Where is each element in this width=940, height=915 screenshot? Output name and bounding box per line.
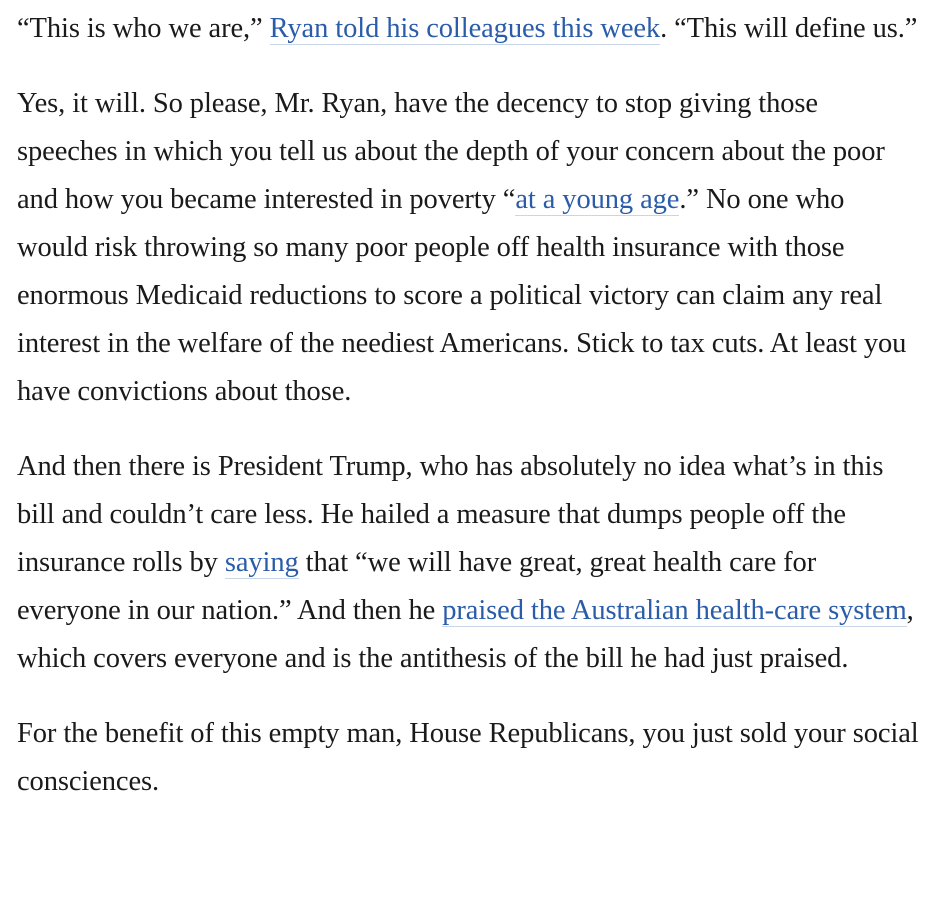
- text-segment: “This is who we are,”: [17, 13, 270, 44]
- article-body: [17, 5, 922, 833]
- text-segment: .” No one who would risk throwing so many poor people off health insurance with those enormous Medicaid reductions to score a political victory can claim any real interest in the welfare of the neediest Americans. Stick to tax cuts. At least you have convictions about those.: [17, 184, 907, 407]
- text-segment: For the benefit of this empty man, House Republicans, you just sold your social consciences.: [17, 718, 919, 797]
- link-ryan-told-colleagues[interactable]: Ryan told his colleagues this week: [269, 13, 661, 44]
- paragraph-yes-it-will: [17, 80, 922, 416]
- text-segment: . “This will define us.”: [660, 13, 918, 44]
- link-at-a-young-age[interactable]: at a young age: [515, 184, 680, 215]
- paragraph-empty-man: [17, 710, 922, 806]
- paragraph-president-trump: [17, 443, 922, 683]
- text-segment: that “we will have great, great health care for everyone in our nation.” And then he: [17, 547, 817, 626]
- text-segment: , which covers everyone and is the antithesis of the bill he had just praised.: [17, 595, 914, 674]
- text-segment: And then there is President Trump, who has absolutely no idea what’s in this bill and couldn’t care less. He hailed a measure that dumps people off the insurance rolls by: [17, 451, 884, 578]
- text-segment: Yes, it will. So please, Mr. Ryan, have the decency to stop giving those speeches in which you tell us about the depth of your concern about the poor and how you became interested in poverty “: [17, 88, 885, 215]
- link-australian-health-care-system[interactable]: praised the Australian health-care system: [442, 595, 907, 626]
- paragraph-ryan-quote: [17, 5, 922, 53]
- link-saying[interactable]: saying: [224, 547, 299, 578]
